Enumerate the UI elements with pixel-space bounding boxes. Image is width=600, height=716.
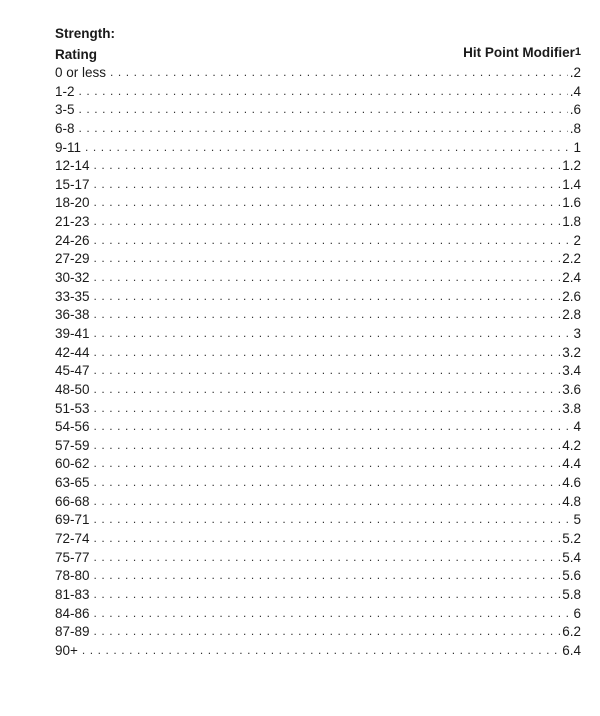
header-modifier-label: Hit Point Modifier	[463, 45, 575, 60]
rating-cell: 78-80	[55, 568, 90, 584]
rating-cell: 39-41	[55, 325, 90, 341]
modifier-cell: 5	[573, 512, 581, 528]
modifier-cell: 2.8	[562, 307, 581, 323]
table-row	[55, 213, 581, 232]
modifier-cell: 3.6	[562, 381, 581, 397]
modifier-cell: 4	[573, 419, 581, 435]
modifier-cell: .8	[569, 120, 581, 136]
rating-cell: 45-47	[55, 363, 90, 379]
table-row	[55, 549, 581, 568]
modifier-cell: 5.8	[562, 586, 581, 602]
table-header	[55, 43, 581, 64]
table-row	[55, 381, 581, 400]
rating-cell: 24-26	[55, 232, 90, 248]
modifier-cell: 3.2	[562, 344, 581, 360]
rating-cell: 60-62	[55, 456, 90, 472]
table-row	[55, 362, 581, 381]
dot-leader	[79, 100, 568, 119]
dot-leader	[85, 138, 571, 157]
table-row	[55, 139, 581, 158]
dot-leader	[94, 622, 561, 641]
dot-leader	[94, 529, 561, 548]
dot-leader	[94, 436, 561, 455]
rating-cell: 72-74	[55, 531, 90, 547]
modifier-cell: 3.4	[562, 363, 581, 379]
dot-leader	[110, 63, 568, 82]
modifier-cell: 4.2	[562, 437, 581, 453]
rating-cell: 30-32	[55, 270, 90, 286]
dot-leader	[94, 287, 561, 306]
table-row	[55, 64, 581, 83]
table-row	[55, 437, 581, 456]
dot-leader	[94, 361, 561, 380]
header-rating-label: Rating	[55, 47, 97, 62]
dot-leader	[94, 510, 572, 529]
rating-cell: 63-65	[55, 475, 90, 491]
table-row	[55, 493, 581, 512]
rating-cell: 69-71	[55, 512, 90, 528]
table-row	[55, 269, 581, 288]
table-row	[55, 250, 581, 269]
table-row	[55, 157, 581, 176]
modifier-cell: .2	[569, 65, 581, 80]
modifier-cell: 6.4	[562, 642, 581, 658]
modifier-cell: 2	[573, 232, 581, 248]
modifier-cell: 1.4	[562, 176, 581, 192]
rating-cell: 3-5	[55, 102, 75, 118]
modifier-cell: 6.2	[562, 624, 581, 640]
table-row	[55, 455, 581, 474]
rating-cell: 18-20	[55, 195, 90, 211]
table-row	[55, 642, 581, 661]
modifier-cell: 3	[573, 325, 581, 341]
rating-cell: 84-86	[55, 605, 90, 621]
table-row	[55, 325, 581, 344]
dot-leader	[94, 417, 572, 436]
table-row	[55, 344, 581, 363]
dot-leader	[94, 343, 561, 362]
modifier-cell: 5.6	[562, 568, 581, 584]
dot-leader	[94, 454, 561, 473]
dot-leader	[94, 305, 561, 324]
rating-cell: 15-17	[55, 176, 90, 192]
rating-cell: 87-89	[55, 624, 90, 640]
modifier-cell: 1	[573, 139, 581, 155]
table-row	[55, 400, 581, 419]
modifier-cell: 2.6	[562, 288, 581, 304]
modifier-cell: 3.8	[562, 400, 581, 416]
dot-leader	[94, 548, 561, 567]
table-row	[55, 83, 581, 102]
table-row	[55, 474, 581, 493]
rating-cell: 9-11	[55, 139, 82, 155]
dot-leader	[94, 156, 561, 175]
table-row	[55, 623, 581, 642]
rating-cell: 6-8	[55, 120, 75, 136]
modifier-cell: 4.4	[562, 456, 581, 472]
modifier-cell: .6	[569, 102, 581, 118]
rating-cell: 1-2	[55, 83, 75, 99]
modifier-cell: 1.8	[562, 214, 581, 230]
table-row	[55, 306, 581, 325]
dot-leader	[94, 473, 561, 492]
table-row	[55, 586, 581, 605]
rating-cell: 90+	[55, 642, 78, 658]
rating-cell: 33-35	[55, 288, 90, 304]
dot-leader	[94, 193, 561, 212]
header-modifier-group	[463, 43, 581, 64]
table-row	[55, 232, 581, 251]
dot-leader	[94, 604, 572, 623]
rating-cell: 57-59	[55, 437, 90, 453]
modifier-cell: .4	[569, 83, 581, 99]
strength-hit-point-table	[55, 24, 581, 661]
modifier-cell: 2.2	[562, 251, 581, 267]
dot-leader	[94, 175, 561, 194]
rating-cell: 48-50	[55, 381, 90, 397]
rating-cell: 36-38	[55, 307, 90, 323]
dot-leader	[79, 82, 568, 101]
table-row	[55, 176, 581, 195]
dot-leader	[94, 380, 561, 399]
rating-cell: 75-77	[55, 549, 90, 565]
modifier-cell: 6	[573, 605, 581, 621]
rating-cell: 0 or less	[55, 65, 107, 80]
table-row	[55, 567, 581, 586]
header-strength-label: Strength:	[55, 26, 115, 41]
dot-leader	[94, 268, 561, 287]
dot-leader	[79, 119, 568, 138]
table-row	[55, 511, 581, 530]
footnote-marker: 1	[574, 46, 581, 58]
rating-cell: 66-68	[55, 493, 90, 509]
modifier-cell: 5.4	[562, 549, 581, 565]
modifier-cell: 1.2	[562, 158, 581, 174]
dot-leader	[94, 231, 572, 250]
dot-leader	[94, 249, 561, 268]
table-row	[55, 530, 581, 549]
dot-leader	[94, 212, 561, 231]
dot-leader	[82, 641, 560, 660]
rating-cell: 27-29	[55, 251, 90, 267]
table-row	[55, 288, 581, 307]
table-row	[55, 120, 581, 139]
dot-leader	[94, 399, 561, 418]
rating-cell: 51-53	[55, 400, 90, 416]
dot-leader	[94, 324, 572, 343]
table-row	[55, 194, 581, 213]
table-body	[55, 64, 581, 661]
modifier-cell: 4.8	[562, 493, 581, 509]
rating-cell: 81-83	[55, 586, 90, 602]
rating-cell: 42-44	[55, 344, 90, 360]
rating-cell: 54-56	[55, 419, 90, 435]
rating-cell: 12-14	[55, 158, 90, 174]
modifier-cell: 4.6	[562, 475, 581, 491]
modifier-cell: 1.6	[562, 195, 581, 211]
rating-cell: 21-23	[55, 214, 90, 230]
table-row	[55, 418, 581, 437]
table-row	[55, 605, 581, 624]
modifier-cell: 2.4	[562, 270, 581, 286]
dot-leader	[94, 566, 561, 585]
dot-leader	[94, 585, 561, 604]
modifier-cell: 5.2	[562, 531, 581, 547]
table-row	[55, 101, 581, 120]
dot-leader	[94, 492, 561, 511]
